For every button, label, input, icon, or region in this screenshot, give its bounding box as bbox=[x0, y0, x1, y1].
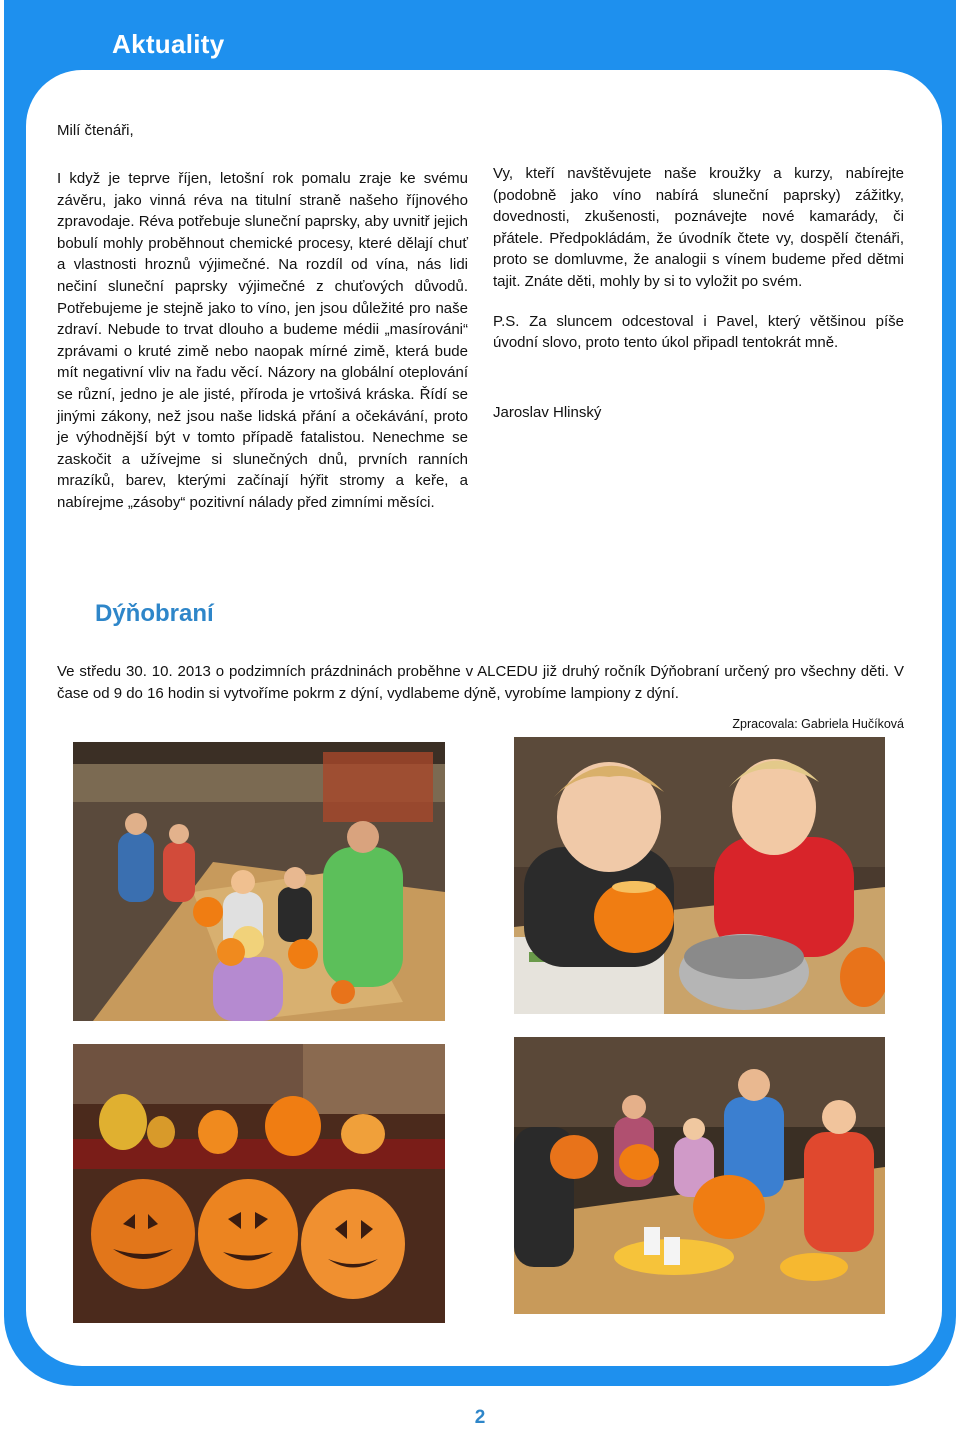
editorial-right-column bbox=[493, 163, 904, 423]
greeting: Milí čtenáři, bbox=[57, 122, 134, 139]
section-header-title: Aktuality bbox=[112, 29, 225, 59]
event-author: Zpracovala: Gabriela Hučíková bbox=[732, 717, 904, 731]
event-title: Dýňobraní bbox=[95, 600, 214, 627]
postscript: P.S. Za sluncem odcestoval i Pavel, který většinou píše úvodní slovo, proto tento úkol připadl tentokrát mně. bbox=[493, 312, 904, 352]
carved-pumpkin-lanterns-photo bbox=[73, 1044, 445, 1323]
event-description: Ve středu 30. 10. 2013 o podzimních prázdninách proběhne v ALCEDU již druhý ročník Dýňobraní určený pro všechny děti. V čase od 9 do 16 hodin si vytvoříme pokrm z dýní, vydlabeme dýně, vyrobíme lampiony z dýní. bbox=[57, 663, 904, 702]
editorial-left-column bbox=[57, 168, 468, 514]
children-carving-pumpkins-photo bbox=[73, 742, 445, 1021]
two-boys-with-pumpkin-photo bbox=[514, 737, 885, 1014]
signature: Jaroslav Hlinský bbox=[493, 403, 602, 421]
kids-hollowing-pumpkins-photo bbox=[514, 1037, 885, 1314]
editorial-paragraph: I když je teprve říjen, letošní rok pomalu zraje ke svému závěru, jako vinná réva na titulní straně našeho říjnového zpravodaje. Réva potřebuje sluneční paprsky, aby uvnitř jejich bobulí mohly proběhnout chemické procesy, které dělají chuť a vlastnosti hroznů výjimečné. Na rozdíl od vína, nás lidi nečiní sluneční paprsky výjimečné z chuťových důvodů. Potřebujeme je stejně jako to víno, jen jsou důležité pro naše zdraví. Nebude to trvat dlouho a budeme médii „masírováni“ zprávami o kruté zimě nebo naopak mírné zimě, která bude mít negativní vliv na řadu věcí. Názory na globální oteplování se různí, jedno je ale jisté, příroda je vrtošivá kráska. Řídí se jinými zákony, než jsou naše lidská přání a očekávání, proto je výhodnější být v tomto případě fatalistou. Nenechme se zaskočit a užívejme si slunečných dnů, prvních ranních mrazíků, barev, kterými začínají hýřit stromy a keře, a nabírejme „zásoby“ pozitivní nálady před zimními měsíci. bbox=[57, 170, 468, 511]
editorial-paragraph-continued: Vy, kteří navštěvujete naše kroužky a kurzy, nabírejte (podobně jako víno nabírá sluneční paprsky) zážitky, dovednosti, zkušenosti, poznávejte nové kamarády, či přátele. Předpokládám, že úvodník čtete vy, dospělí čtenáři, proto se domluvme, že analogii s vínem budeme před dětmi tajit. Znáte děti, mohly by si to vyložit po svém. bbox=[493, 165, 904, 290]
page-number: 2 bbox=[474, 1407, 486, 1428]
